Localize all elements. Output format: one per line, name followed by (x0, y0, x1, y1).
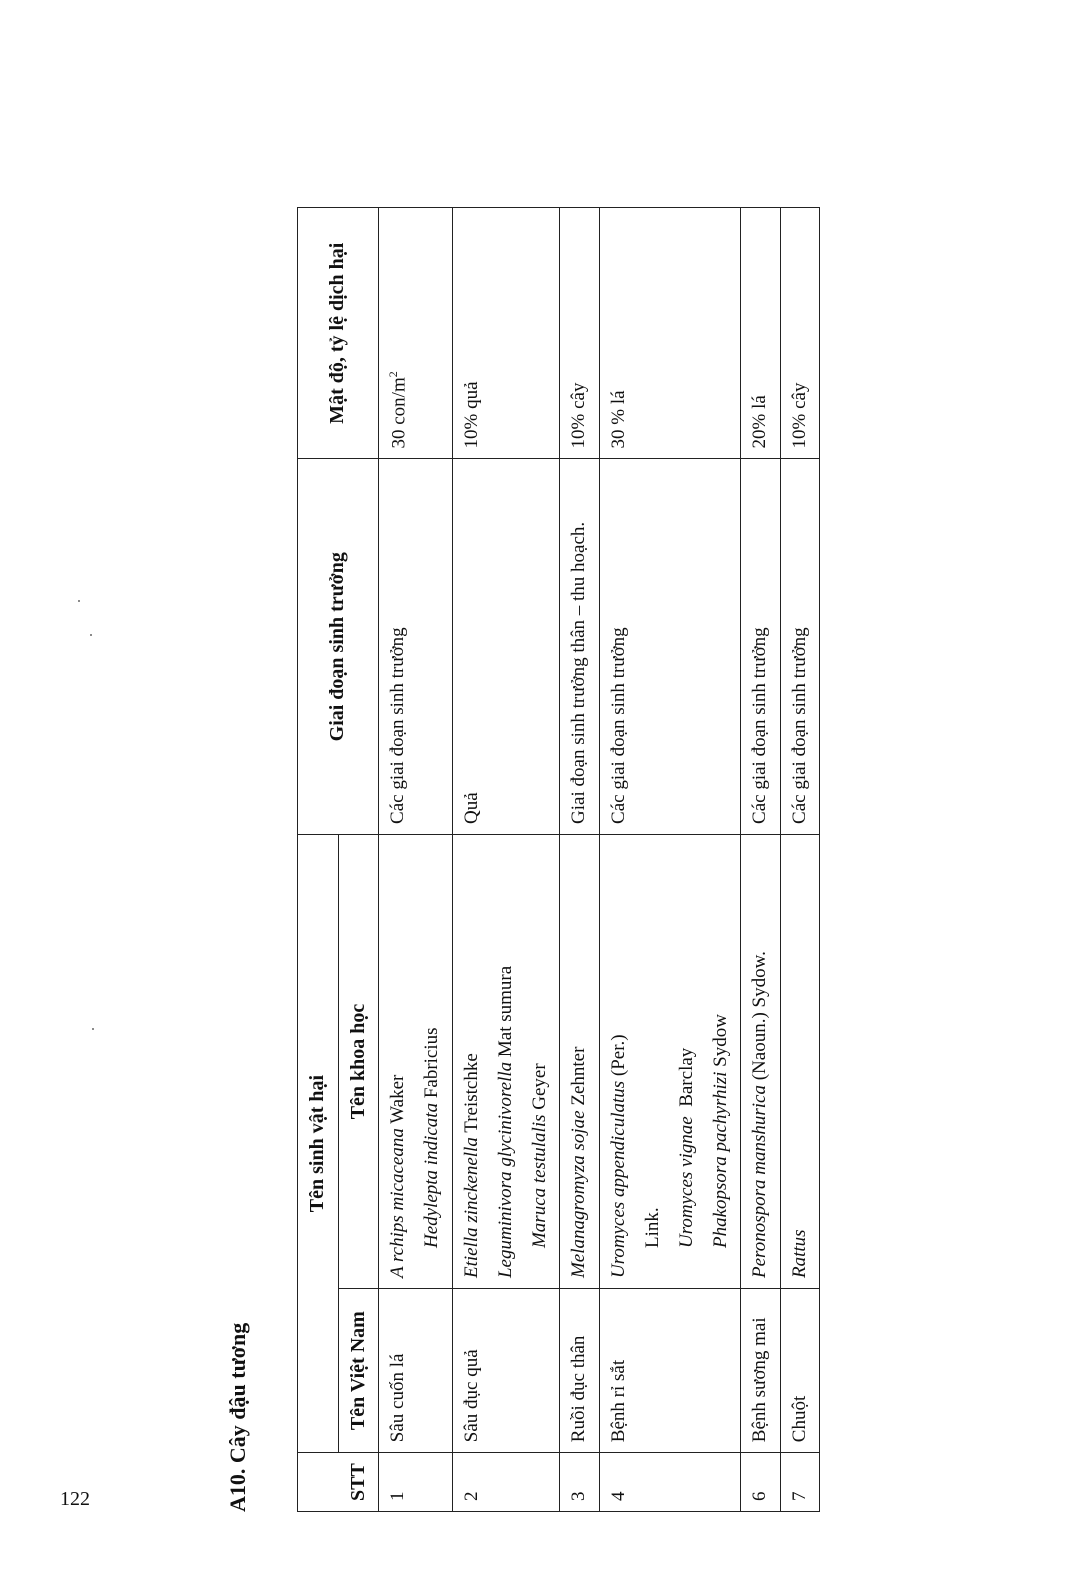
cell-growth-stage: Các giai đoạn sinh trưởng (780, 459, 819, 834)
scientific-name-line (747, 845, 773, 1278)
cell-scientific-name (379, 834, 452, 1288)
cell-stt: 6 (741, 1453, 780, 1512)
cell-density (560, 208, 599, 460)
cell-vietnamese-name: Sâu cuốn lá (379, 1289, 452, 1453)
density-value: 10% cây (788, 382, 810, 449)
cell-vietnamese-name: Bệnh rỉ sắt (599, 1289, 741, 1453)
scientific-name-italic: Peronospora manshurica (749, 1085, 771, 1279)
density-value: 10% quả (460, 381, 482, 449)
cell-scientific-name (452, 834, 560, 1288)
scientific-name-line (385, 845, 411, 1278)
cell-density (741, 208, 780, 460)
scan-speck (90, 634, 92, 636)
cell-density (452, 208, 560, 460)
scientific-name-italic: Phakopsora pachyrhizi (710, 1071, 732, 1249)
header-pest-name-group: Tên sinh vật hại (298, 834, 339, 1452)
scientific-name-italic: Hedylepta indicata (421, 1102, 443, 1249)
table-row (741, 208, 780, 1512)
table-row (599, 208, 741, 1512)
scientific-name-line (708, 845, 734, 1278)
section-title-container (225, 192, 251, 1512)
scan-speck (92, 1028, 94, 1030)
density-value: 30 % lá (607, 390, 629, 449)
section-title: A10. Cây đậu tương (225, 1322, 250, 1512)
scientific-name-italic: Melanagromyza sojae (568, 1110, 590, 1279)
scientific-name-author: Treistchke (460, 1053, 482, 1138)
table-container (297, 192, 820, 1512)
cell-vietnamese-name: Sâu đục quả (452, 1289, 560, 1453)
scientific-name-line (787, 845, 813, 1278)
cell-growth-stage: Các giai đoạn sinh trưởng (379, 459, 452, 834)
scientific-name-author: Barclay (675, 1047, 697, 1117)
scientific-name-line (527, 845, 553, 1278)
scientific-name-author: Link. (641, 1207, 663, 1249)
header-vietnamese-name: Tên Việt Nam (338, 1289, 379, 1453)
cell-vietnamese-name: Chuột (780, 1289, 819, 1453)
scientific-name-italic: Leguminivora glycinivorella (494, 1061, 516, 1279)
cell-density (599, 208, 741, 460)
scientific-name-line (674, 845, 700, 1278)
scientific-name-italic: Etiella zinckenella (460, 1137, 482, 1279)
cell-scientific-name (560, 834, 599, 1288)
density-value: 30 con/m (388, 377, 410, 449)
density-superscript: 2 (386, 371, 401, 378)
scientific-name-line (640, 845, 666, 1278)
scientific-name-author: (Naoun.) Sydow. (749, 951, 771, 1086)
scientific-name-italic: A rchips micaceana (387, 1128, 409, 1279)
density-value: 10% cây (568, 382, 590, 449)
scientific-name-line (566, 845, 592, 1278)
density-value: 20% lá (749, 395, 771, 449)
cell-growth-stage: Các giai đoạn sinh trưởng (741, 459, 780, 834)
header-scientific-name: Tên khoa học (338, 834, 379, 1288)
table-row (452, 208, 560, 1512)
scientific-name-author: Waker (387, 1074, 409, 1129)
header-row-top (298, 208, 339, 1512)
table-row (379, 208, 452, 1512)
cell-vietnamese-name: Bệnh sương mai (741, 1289, 780, 1453)
cell-stt: 3 (560, 1453, 599, 1512)
scientific-name-author: Geyer (529, 1063, 551, 1115)
cell-growth-stage: Quả (452, 459, 560, 834)
scientific-name-italic: Uromyces vignae (675, 1116, 697, 1249)
cell-stt: 7 (780, 1453, 819, 1512)
table-header (298, 208, 379, 1512)
scientific-name-italic: Rattus (788, 1229, 810, 1279)
scan-speck (78, 600, 80, 602)
cell-vietnamese-name: Ruồi đục thân (560, 1289, 599, 1453)
header-stt: STT (298, 1453, 379, 1512)
scientific-name-line (493, 845, 519, 1278)
cell-scientific-name (599, 834, 741, 1288)
scientific-name-author: (Per.) (607, 1034, 629, 1081)
scientific-name-line (419, 845, 445, 1278)
cell-stt: 2 (452, 1453, 560, 1512)
cell-growth-stage: Giai đoạn sinh trưởng thân – thu hoạch. (560, 459, 599, 834)
cell-scientific-name (741, 834, 780, 1288)
cell-stt: 1 (379, 1453, 452, 1512)
scientific-name-italic: Uromyces appendiculatus (607, 1080, 629, 1279)
scientific-name-line (606, 845, 632, 1278)
scientific-name-author: Fabricius (421, 1027, 443, 1103)
scientific-name-author: Mat sumura (494, 965, 516, 1062)
table-row (780, 208, 819, 1512)
pest-table (297, 207, 820, 1512)
page-number: 122 (60, 1488, 90, 1510)
table-row (560, 208, 599, 1512)
scientific-name-author: Sydow (710, 1014, 732, 1072)
header-density: Mật độ, tỷ lệ dịch hại (298, 208, 379, 460)
scientific-name-author: Zehnter (568, 1046, 590, 1111)
scientific-name-line (459, 845, 485, 1278)
cell-density (379, 208, 452, 460)
cell-growth-stage: Các giai đoạn sinh trưởng (599, 459, 741, 834)
table-body (379, 208, 820, 1512)
cell-scientific-name (780, 834, 819, 1288)
cell-stt: 4 (599, 1453, 741, 1512)
scientific-name-italic: Maruca testulalis (529, 1114, 551, 1249)
cell-density (780, 208, 819, 460)
header-growth-stage: Giai đoạn sinh trưởng (298, 459, 379, 834)
